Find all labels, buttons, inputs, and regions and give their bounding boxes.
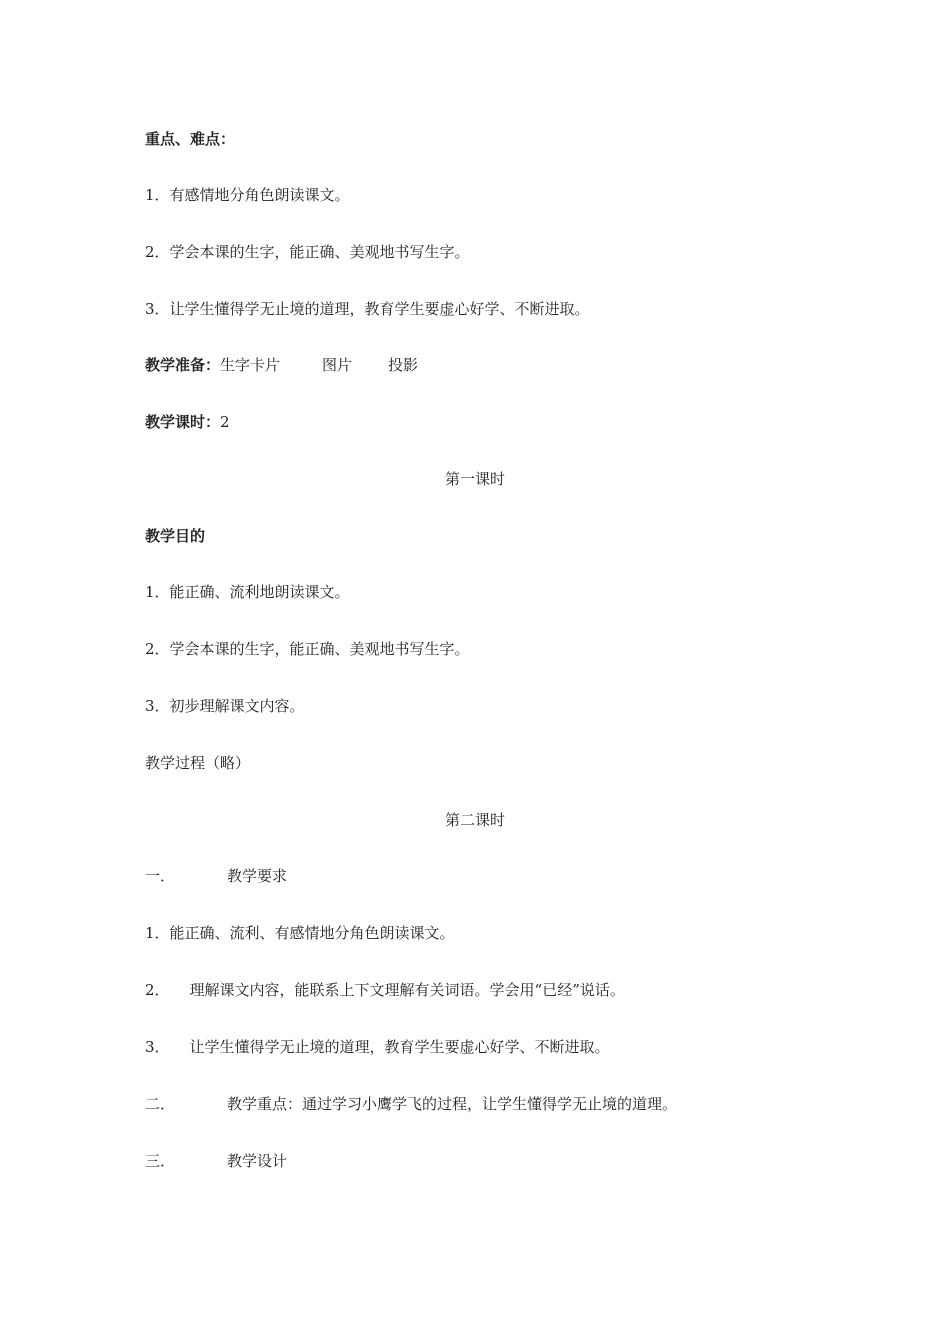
section-number: 三．	[145, 1152, 176, 1170]
section-text: 教学设计	[227, 1152, 288, 1170]
lesson2-requirement-item	[145, 980, 625, 1000]
key-point-item: 1．有感情地分角色朗读课文。	[145, 186, 350, 204]
key-points-heading: 重点、难点：	[145, 130, 236, 148]
teaching-hours-value: 2	[220, 413, 230, 431]
lesson2-section	[145, 1094, 677, 1114]
key-point-item: 2．学会本课的生字，能正确、美观地书写生字。	[145, 243, 470, 261]
section-number: 二．	[145, 1095, 176, 1113]
lesson2-requirement-item	[145, 1037, 610, 1057]
teaching-prep-item: 生字卡片	[220, 356, 281, 374]
lesson2-section	[145, 866, 287, 886]
teaching-prep-label: 教学准备：	[145, 356, 221, 374]
lesson2-title: 第二课时	[444, 811, 505, 829]
lesson1-process: 教学过程（略）	[145, 754, 251, 772]
requirement-number: 1．	[145, 924, 170, 942]
requirement-text: 能正确、流利、有感情地分角色朗读课文。	[169, 924, 455, 942]
requirement-text: 让学生懂得学无止境的道理，教育学生要虚心好学、不断进取。	[189, 1038, 610, 1056]
lesson2-section	[145, 1151, 287, 1171]
teaching-prep-item: 投影	[388, 356, 419, 374]
lesson1-title: 第一课时	[444, 470, 505, 488]
lesson1-objective-item: 2．学会本课的生字，能正确、美观地书写生字。	[145, 640, 470, 658]
key-point-item: 3．让学生懂得学无止境的道理，教育学生要虚心好学、不断进取。	[145, 300, 590, 318]
requirement-number: 2．	[145, 981, 170, 999]
lesson1-objective-item: 3．初步理解课文内容。	[145, 697, 305, 715]
lesson1-objective-heading: 教学目的	[145, 527, 206, 545]
teaching-prep-item: 图片	[322, 356, 353, 374]
section-number: 一．	[145, 867, 176, 885]
teaching-prep-line	[145, 355, 418, 375]
teaching-hours-line	[145, 412, 230, 432]
requirement-text: 理解课文内容，能联系上下文理解有关词语。学会用“已经”说话。	[189, 981, 625, 999]
lesson1-objective-item: 1．能正确、流利地朗读课文。	[145, 583, 350, 601]
requirement-number: 3．	[145, 1038, 170, 1056]
teaching-hours-label: 教学课时：	[145, 413, 221, 431]
lesson2-requirement-item	[145, 923, 455, 943]
section-text: 教学重点：通过学习小鹰学飞的过程，让学生懂得学无止境的道理。	[227, 1095, 678, 1113]
section-text: 教学要求	[227, 867, 288, 885]
